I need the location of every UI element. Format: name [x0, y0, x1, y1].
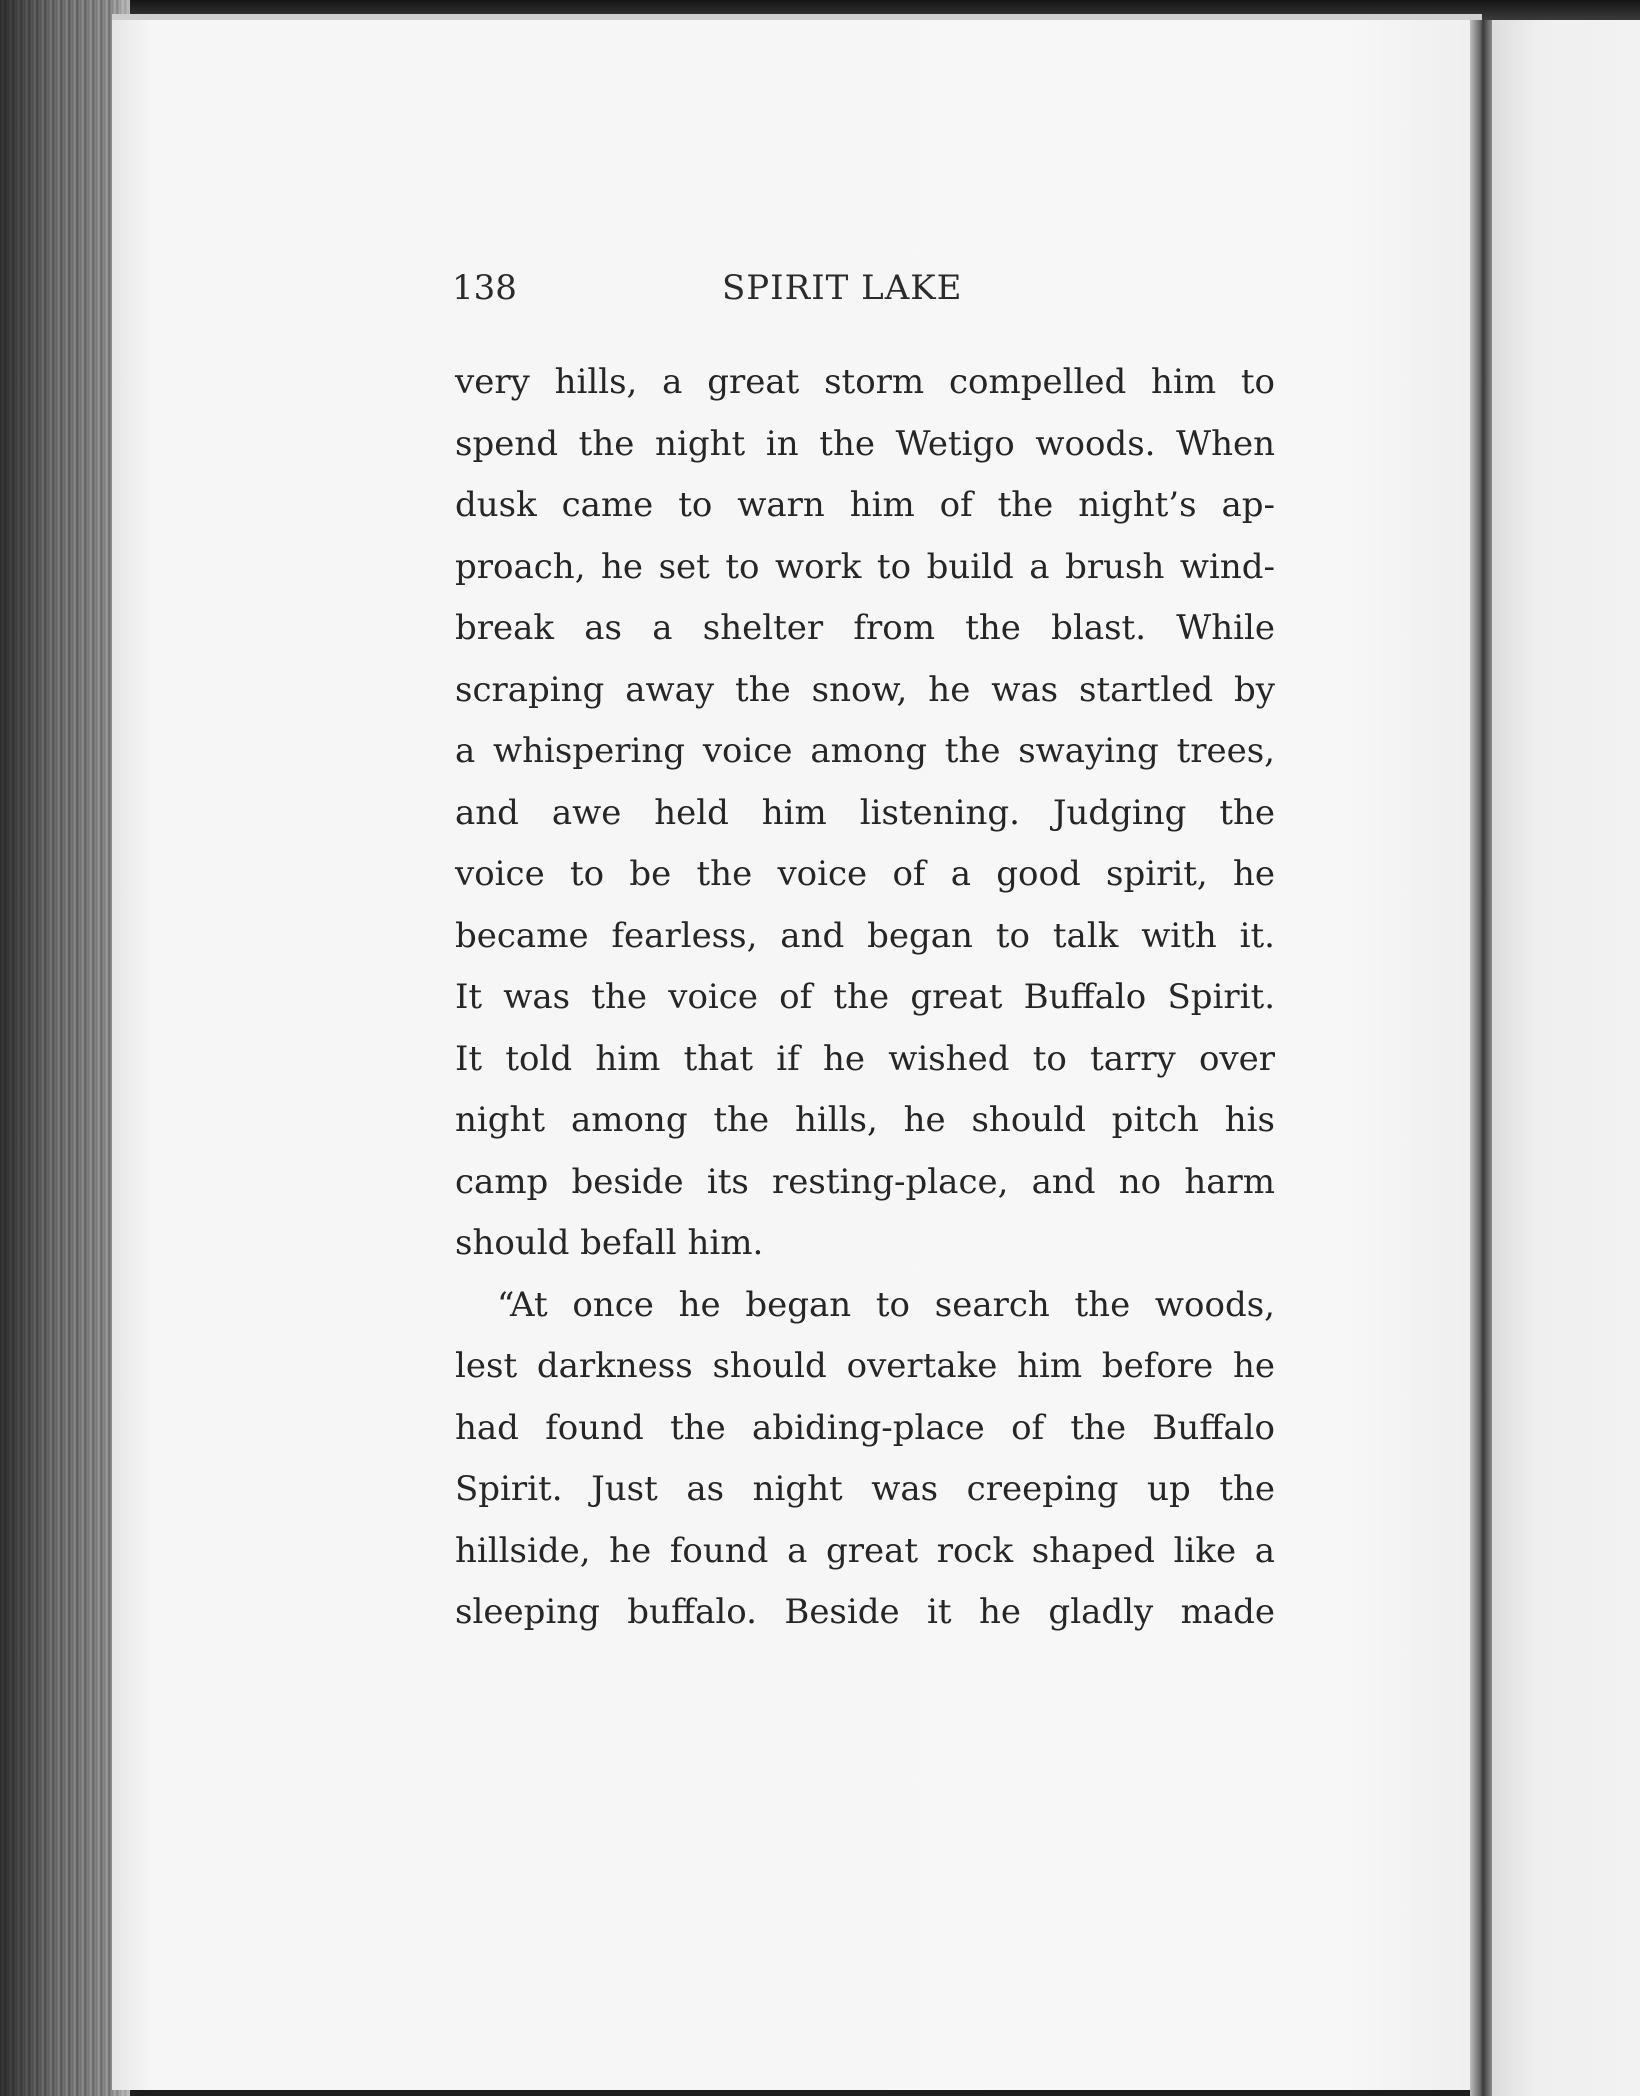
book-page-edges: [0, 0, 130, 2096]
text-line: and awe held him listening. Judging the: [455, 792, 1275, 833]
facing-page-edge: [1492, 20, 1640, 2096]
text-line: dusk came to warn him of the night’s ap-: [455, 485, 1275, 525]
text-line: lest darkness should overtake him before he: [455, 1346, 1275, 1386]
text-line: sleeping buffalo. Beside it he gladly made: [455, 1592, 1275, 1632]
text-line: break as a shelter from the blast. While: [455, 608, 1275, 648]
text-line: scraping away the snow, he was startled by: [455, 669, 1275, 710]
text-line: It told him that if he wished to tarry over: [455, 1038, 1275, 1079]
text-line: hillside, he found a great rock shaped like a: [455, 1530, 1275, 1571]
running-title: SPIRIT LAKE: [722, 268, 963, 308]
text-line: proach, he set to work to build a brush wind-: [455, 546, 1275, 587]
page-number: 138: [452, 268, 517, 308]
text-line: camp beside its resting-place, and no harm: [455, 1161, 1275, 1202]
book-gutter: [1470, 20, 1492, 2096]
text-line: a whispering voice among the swaying trees,: [455, 731, 1275, 771]
text-line: should befall him.: [455, 1223, 764, 1263]
text-line: very hills, a great storm compelled him to: [455, 362, 1275, 402]
text-line: night among the hills, he should pitch his: [455, 1100, 1275, 1140]
body-text: [455, 352, 1275, 1644]
page-header: [452, 268, 1272, 318]
text-line: Spirit. Just as night was creeping up the: [455, 1469, 1275, 1509]
text-line: had found the abiding-place of the Buffalo: [455, 1407, 1275, 1448]
text-line: became fearless, and began to talk with it.: [455, 915, 1275, 956]
text-line: spend the night in the Wetigo woods. When: [455, 423, 1275, 464]
text-line: voice to be the voice of a good spirit, he: [455, 854, 1275, 894]
text-line: “At once he began to search the woods,: [497, 1284, 1275, 1325]
text-line: It was the voice of the great Buffalo Spirit.: [455, 977, 1275, 1017]
